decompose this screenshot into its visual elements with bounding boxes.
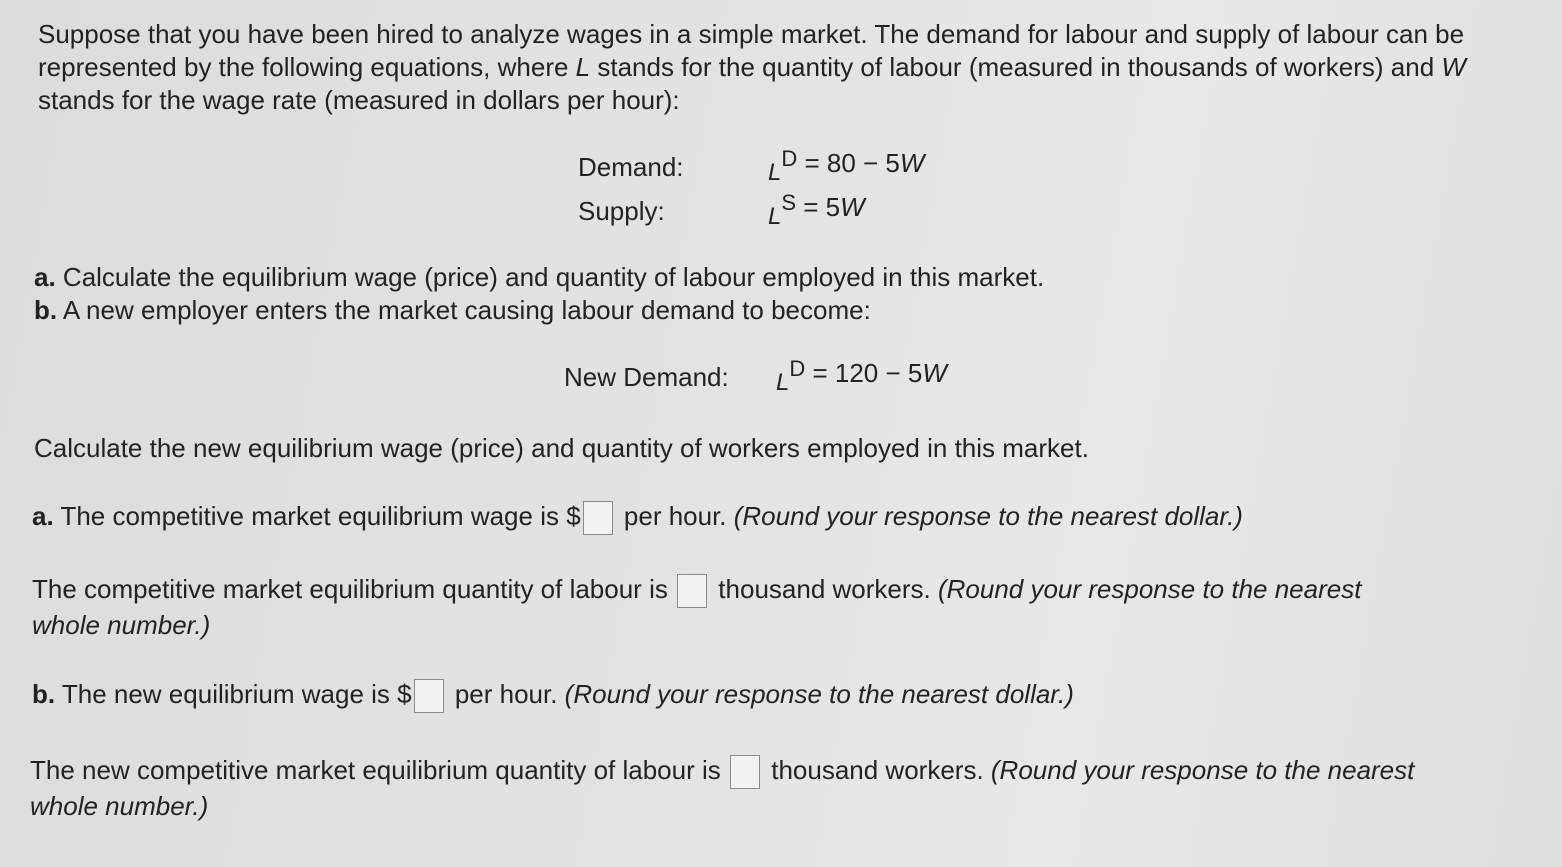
answer-b-wage-note: (Round your response to the nearest dollar.) xyxy=(564,679,1074,709)
supply-superscript: S xyxy=(781,190,797,215)
demand-W: W xyxy=(899,148,925,178)
answer-a-quantity xyxy=(32,573,1361,608)
answer-b-qty-suffix: thousand workers. xyxy=(764,755,991,785)
answer-b-qty-note-cont: whole number.) xyxy=(30,791,209,821)
answer-a-wage-note: (Round your response to the nearest dollar.) xyxy=(733,501,1243,531)
new-demand-equation xyxy=(776,356,947,396)
answer-a-wage-suffix: per hour. xyxy=(616,501,734,531)
supply-rhs: = 5 xyxy=(796,192,841,222)
demand-rhs: = 80 − 5 xyxy=(797,148,900,178)
intro-line-3: stands for the wage rate (measured in dollars per hour): xyxy=(38,85,680,115)
part-b-question xyxy=(34,294,871,326)
answer-b-qty-note: (Round your response to the nearest xyxy=(990,755,1415,785)
answer-b-qty-prefix: The new competitive market equilibrium quantity of labour is xyxy=(30,755,728,785)
new-demand-L: L xyxy=(776,369,790,396)
new-demand-superscript: D xyxy=(789,356,806,381)
supply-W: W xyxy=(840,192,865,222)
part-b-text: A new employer enters the market causing labour demand to become: xyxy=(57,295,871,325)
supply-L: L xyxy=(768,203,782,230)
intro-text: stands for the quantity of labour (measured in thousands of workers) and xyxy=(590,52,1442,82)
demand-superscript: D xyxy=(781,146,798,171)
answer-a-qty-note: (Round your response to the nearest xyxy=(937,574,1362,604)
intro-line-2 xyxy=(38,51,1466,83)
part-b-marker: b. xyxy=(34,295,58,325)
calc-instruction: Calculate the new equilibrium wage (price) and quantity of workers employed in this market. xyxy=(34,433,1089,463)
part-a-text: Calculate the equilibrium wage (price) and quantity of labour employed in this market. xyxy=(55,262,1045,292)
demand-L: L xyxy=(768,159,782,186)
answer-b-wage-suffix: per hour. xyxy=(447,679,565,709)
answer-a-qty-suffix: thousand workers. xyxy=(711,574,938,604)
variable-L: L xyxy=(575,52,591,82)
new-demand-label: New Demand: xyxy=(564,362,729,392)
demand-label: Demand: xyxy=(578,152,684,182)
new-demand-W: W xyxy=(922,358,947,388)
new-demand-rhs: = 120 − 5 xyxy=(805,358,923,388)
answer-a-qty-note-cont: whole number.) xyxy=(32,610,211,640)
demand-equation xyxy=(768,146,925,186)
equilibrium-wage-input[interactable] xyxy=(583,501,613,535)
variable-W: W xyxy=(1441,52,1466,82)
answer-b-quantity xyxy=(30,754,1414,789)
equilibrium-quantity-input[interactable] xyxy=(677,574,707,608)
answer-a-qty-prefix: The competitive market equilibrium quantity of labour is xyxy=(32,574,676,604)
intro-line-1: Suppose that you have been hired to analyze wages in a simple market. The demand for labour and supply of labour can be xyxy=(38,19,1465,49)
part-a-question xyxy=(34,261,1044,293)
new-equilibrium-wage-input[interactable] xyxy=(414,679,444,713)
answer-a-wage-prefix: The competitive market equilibrium wage is $ xyxy=(53,501,581,531)
answer-b-wage-prefix: The new equilibrium wage is $ xyxy=(55,679,412,709)
answer-a-wage xyxy=(32,500,1243,535)
answer-b-wage xyxy=(32,678,1074,713)
part-a-marker: a. xyxy=(34,262,56,292)
intro-text: represented by the following equations, where xyxy=(38,52,576,82)
supply-label: Supply: xyxy=(578,196,665,226)
new-equilibrium-quantity-input[interactable] xyxy=(730,755,760,789)
supply-equation xyxy=(768,190,865,230)
answer-b-marker: b. xyxy=(32,679,56,709)
answer-a-marker: a. xyxy=(32,501,54,531)
